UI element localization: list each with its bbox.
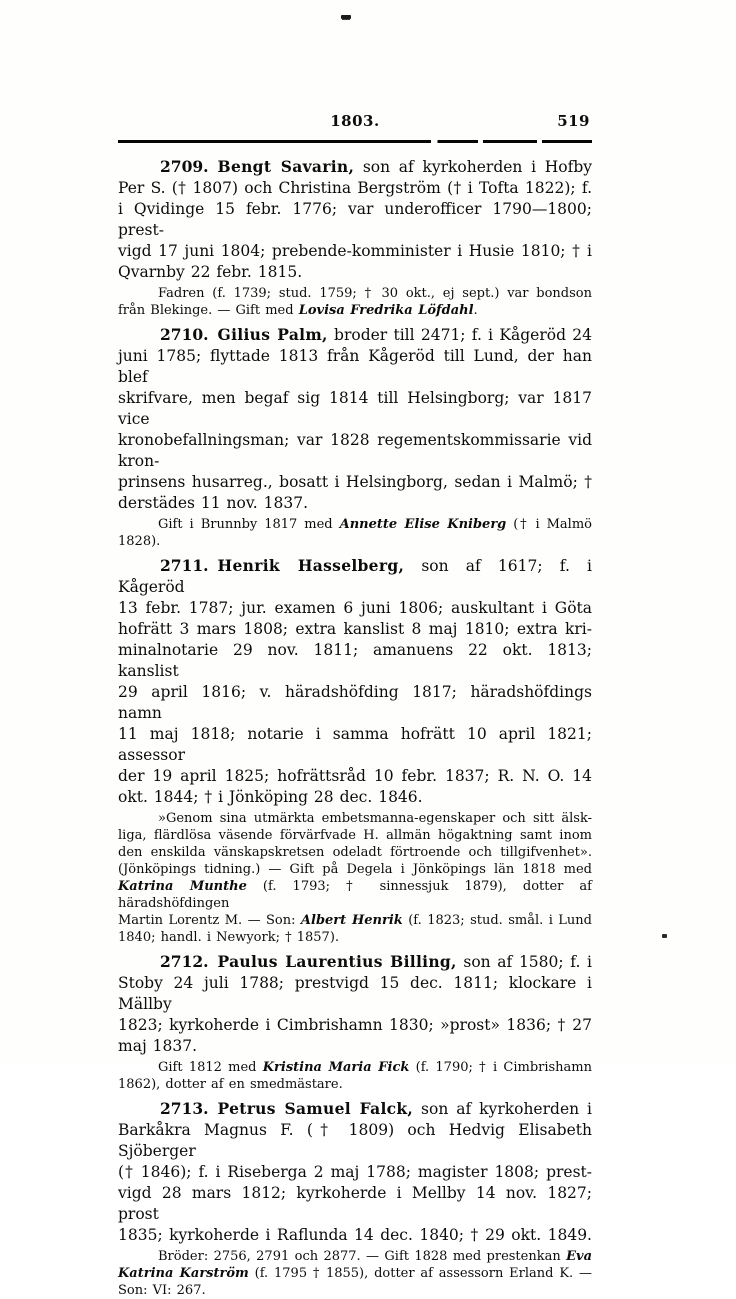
italic-person-name: Kristina Maria Fick [262,1059,410,1075]
text-run: vigd 17 juni 1804; prebende-komminister i Husie 1810; † i [118,241,592,260]
text-run: juni 1785; flyttade 1813 från Kågeröd till Lund, der han blef [118,346,592,386]
text-run: (f. 1793; † sinnessjuk 1879), dotter af häradshöfdingen [118,878,592,911]
text-run: Bröder: 2756, 2791 och 2877. — Gift 1828 med prestenkan [158,1248,567,1264]
text-line [118,1282,592,1299]
text-line [118,302,592,319]
text-run: (f. 1823; stud. smål. i Lund [402,912,592,928]
text-line [118,844,592,861]
entry-main-paragraph [118,156,592,283]
text-run: 1840; handl. i Newyork; † 1857). [118,929,340,945]
text-run: Gift i Brunnby 1817 med [158,516,340,532]
text-run: liga, flärdlösa väsende förvärfvade H. allmän högaktning samt inom [118,827,592,843]
entry-number: 2713. [160,1098,209,1118]
entry-note-paragraph [118,1059,592,1093]
entry-name: Paulus Laurentius Billing, [217,951,457,971]
text-line [118,1225,592,1246]
text-line [118,241,592,262]
entry-note-paragraph [118,810,592,946]
text-line [118,1076,592,1093]
entries-container [118,156,592,1299]
entry-2713 [118,1098,592,1299]
text-line [118,156,592,178]
entry-note-paragraph [118,1248,592,1299]
text-line [118,1162,592,1183]
ink-speck-top [341,15,351,19]
text-run: skrifvare, men begaf sig 1814 till Helsingborg; var 1817 vice [118,388,592,428]
text-run: Martin Lorentz M. — Son: [118,912,301,928]
entry-main-paragraph [118,324,592,514]
text-line [118,766,592,787]
text-line [118,493,592,514]
text-line [118,555,592,598]
entry-number: 2711. [160,555,209,575]
entry-main-paragraph [118,555,592,808]
text-line [118,178,592,199]
text-run: okt. 1844; † i Jönköping 28 dec. 1846. [118,787,423,806]
text-run: (f. 1790; † i Cimbrishamn [409,1059,593,1075]
italic-person-name: Annette Elise Kniberg [339,516,507,532]
page-number: 519 [557,112,590,130]
text-run: kronobefallningsman; var 1828 regementskommissarie vid kron- [118,430,592,470]
text-line [118,388,592,430]
text-line [118,1120,592,1162]
entry-number: 2710. [160,324,209,344]
text-line [118,1015,592,1036]
header-rule [118,140,592,143]
text-line [118,1036,592,1057]
text-run: 13 febr. 1787; jur. examen 6 juni 1806; auskultant i Göta [118,598,592,617]
text-run: son af kyrkoherden i [413,1099,592,1118]
text-run: († i Malmö 1828). [118,516,592,549]
text-run: son af 1580; f. i [456,952,592,971]
text-line [118,929,592,946]
text-line [118,199,592,241]
entry-name: Gilius Palm, [217,324,328,344]
text-run: Stoby 24 juli 1788; prestvigd 15 dec. 1811; klockare i Mällby [118,973,592,1013]
text-line [118,285,592,302]
text-run: Qvarnby 22 febr. 1815. [118,262,303,281]
text-run: Gift 1812 med [158,1059,263,1075]
text-run: Barkåkra Magnus F. († 1809) och Hedvig Elisabeth Sjöberger [118,1120,592,1160]
text-line [118,1265,592,1282]
text-line [118,861,592,878]
italic-person-name: Lovisa Fredrika Löfdahl [298,302,474,318]
text-line [118,810,592,827]
text-line [118,951,592,973]
text-run: från Blekinge. — Gift med [118,302,299,318]
text-run: (Jönköpings tidning.) — Gift på Degela i Jönköpings län 1818 med [118,861,592,877]
text-run: broder till 2471; f. i Kågeröd 24 [327,325,592,344]
text-run: vigd 28 mars 1812; kyrkoherde i Mellby 14 nov. 1827; prost [118,1183,592,1223]
entry-2711 [118,555,592,946]
entry-name: Henrik Hasselberg, [217,555,405,575]
text-line [118,878,592,912]
text-run: »Genom sina utmärkta embetsmanna-egenskaper och sitt älsk- [158,810,592,826]
text-run: († 1846); f. i Riseberga 2 maj 1788; magister 1808; prest- [118,1162,592,1181]
entry-main-paragraph [118,1098,592,1246]
text-line [118,619,592,640]
text-line [118,516,592,550]
text-block [118,112,592,1299]
text-run: derstädes 11 nov. 1837. [118,493,309,512]
text-run: son af kyrkoherden i Hofby [354,157,592,176]
text-line [118,472,592,493]
text-run: i Qvidinge 15 febr. 1776; var underofficer 1790—1800; prest- [118,199,592,239]
text-run: 29 april 1816; v. häradshöfding 1817; häradshöfdings namn [118,682,592,722]
text-run: hofrätt 3 mars 1808; extra kanslist 8 maj 1810; extra kri- [118,619,592,638]
entry-main-paragraph [118,951,592,1057]
text-run: 1835; kyrkoherde i Raflunda 14 dec. 1840; † 29 okt. 1849. [118,1225,592,1244]
text-run: der 19 april 1825; hofrättsråd 10 febr. 1837; R. N. O. 14 [118,766,592,785]
text-line [118,640,592,682]
text-line [118,346,592,388]
text-line [118,827,592,844]
entry-2710 [118,324,592,550]
header-year: 1803. [330,112,380,130]
text-line [118,1098,592,1120]
entry-note-paragraph [118,285,592,319]
text-run: maj 1837. [118,1036,198,1055]
entry-name: Petrus Samuel Falck, [217,1098,414,1118]
entry-2709 [118,156,592,319]
entry-name: Bengt Savarin, [217,156,355,176]
text-line [118,682,592,724]
text-run: 1862), dotter af en smedmästare. [118,1076,343,1092]
italic-person-name: Eva [566,1248,592,1264]
text-line [118,262,592,283]
text-line [118,724,592,766]
text-line [118,912,592,929]
text-run: . [473,302,478,318]
italic-person-name: Katrina Munthe [118,878,247,894]
entry-number: 2709. [160,156,209,176]
entry-2712 [118,951,592,1093]
text-run: Son: VI: 267. [118,1282,206,1298]
text-run: den enskilda vänskapskretsen odeladt förtroende och tillgifvenhet». [118,844,592,860]
text-run: 1823; kyrkoherde i Cimbrishamn 1830; »prost» 1836; † 27 [118,1015,592,1034]
text-run: (f. 1795 † 1855), dotter af assessorn Erland K. — [248,1265,592,1281]
text-run: minalnotarie 29 nov. 1811; amanuens 22 okt. 1813; kanslist [118,640,592,680]
text-run: Fadren (f. 1739; stud. 1759; † 30 okt., ej sept.) var bondson [158,285,592,301]
text-line [118,1059,592,1076]
text-line [118,598,592,619]
text-line [118,430,592,472]
text-line [118,1183,592,1225]
text-run: prinsens husarreg., bosatt i Helsingborg, sedan i Malmö; † [118,472,592,491]
italic-person-name: Katrina Karström [118,1265,249,1281]
italic-person-name: Albert Henrik [300,912,403,928]
text-line [118,1248,592,1265]
text-line [118,324,592,346]
page-header [118,112,592,136]
entry-note-paragraph [118,516,592,550]
ink-speck-bottom [662,934,667,938]
entry-number: 2712. [160,951,209,971]
text-run: son af 1617; f. i Kågeröd [118,556,592,596]
text-line [118,973,592,1015]
text-run: 11 maj 1818; notarie i samma hofrätt 10 april 1821; assessor [118,724,592,764]
text-run: Per S. († 1807) och Christina Bergström († i Tofta 1822); f. [118,178,592,197]
text-line [118,787,592,808]
